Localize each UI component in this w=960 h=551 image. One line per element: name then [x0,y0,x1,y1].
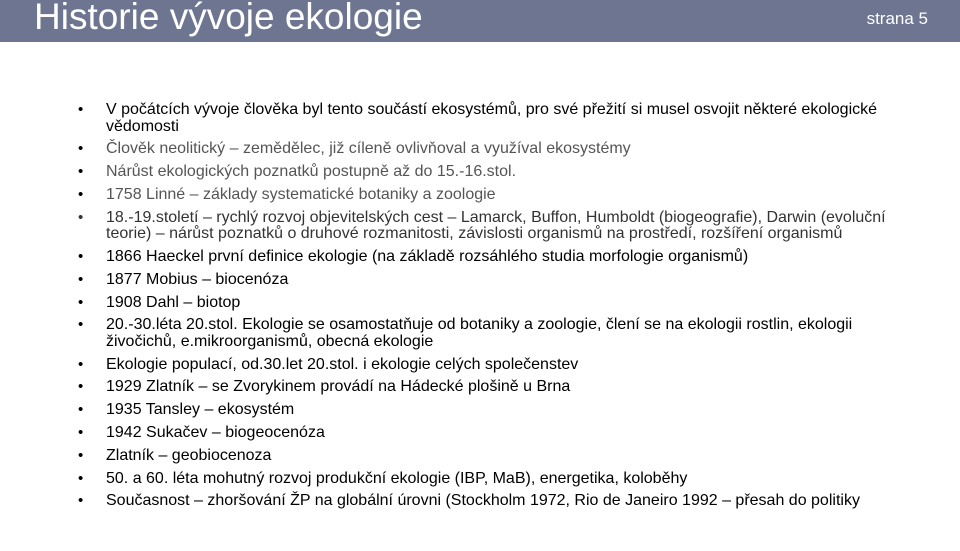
list-item: • Nárůst ekologických poznatků postupně až do 15.-16.stol. [0,164,960,181]
list-item: • 20.-30.léta 20.stol. Ekologie se osamostatňuje od botaniky a zoologie, člení se na ekologii rostlin, ekologii živočichů, e.mikroorganismů, obecná ekologie [0,317,960,350]
list-item: • 1758 Linné – základy systematické botaniky a zoologie [0,187,960,204]
list-item: • 1929 Zlatník – se Zvorykinem provádí na Hádecké plošině u Brna [0,379,960,396]
list-item: • Zlatník – geobiocenoza [0,448,960,465]
list-item: • 1942 Sukačev – biogeocenóza [0,425,960,442]
slide-title: Historie vývoje ekologie [34,0,423,37]
page-number: strana 5 [866,9,928,28]
list-item: • 1935 Tansley – ekosystém [0,402,960,419]
list-item: • Člověk neolitický – zemědělec, již cíleně ovlivňoval a využíval ekosystémy [0,141,960,158]
list-item: • Současnost – zhoršování ŽP na globální úrovni (Stockholm 1972, Rio de Janeiro 1992 – přesah do politiky [0,493,960,510]
list-item: • 18.-19.století – rychlý rozvoj objevitelských cest – Lamarck, Buffon, Humboldt (biogeografie), Darwin (evoluční teorie) – nárůst poznatků o druhové rozmanitosti, závislosti organismů na prostředí, rozšíření organismů [0,210,960,243]
slide-header [0,0,960,42]
list-item: • Ekologie populací, od.30.let 20.stol. i ekologie celých společenstev [0,357,960,374]
list-item: • 1877 Mobius – biocenóza [0,272,960,289]
list-item: • V počátcích vývoje člověka byl tento součástí ekosystémů, pro své přežití si musel osvojit některé ekologické vědomosti [0,102,960,135]
list-item: • 1908 Dahl – biotop [0,295,960,312]
bullet-list [0,102,960,516]
list-item: • 1866 Haeckel první definice ekologie (na základě rozsáhlého studia morfologie organismů) [0,249,960,266]
list-item: • 50. a 60. léta mohutný rozvoj produkční ekologie (IBP, MaB), energetika, koloběhy [0,471,960,488]
